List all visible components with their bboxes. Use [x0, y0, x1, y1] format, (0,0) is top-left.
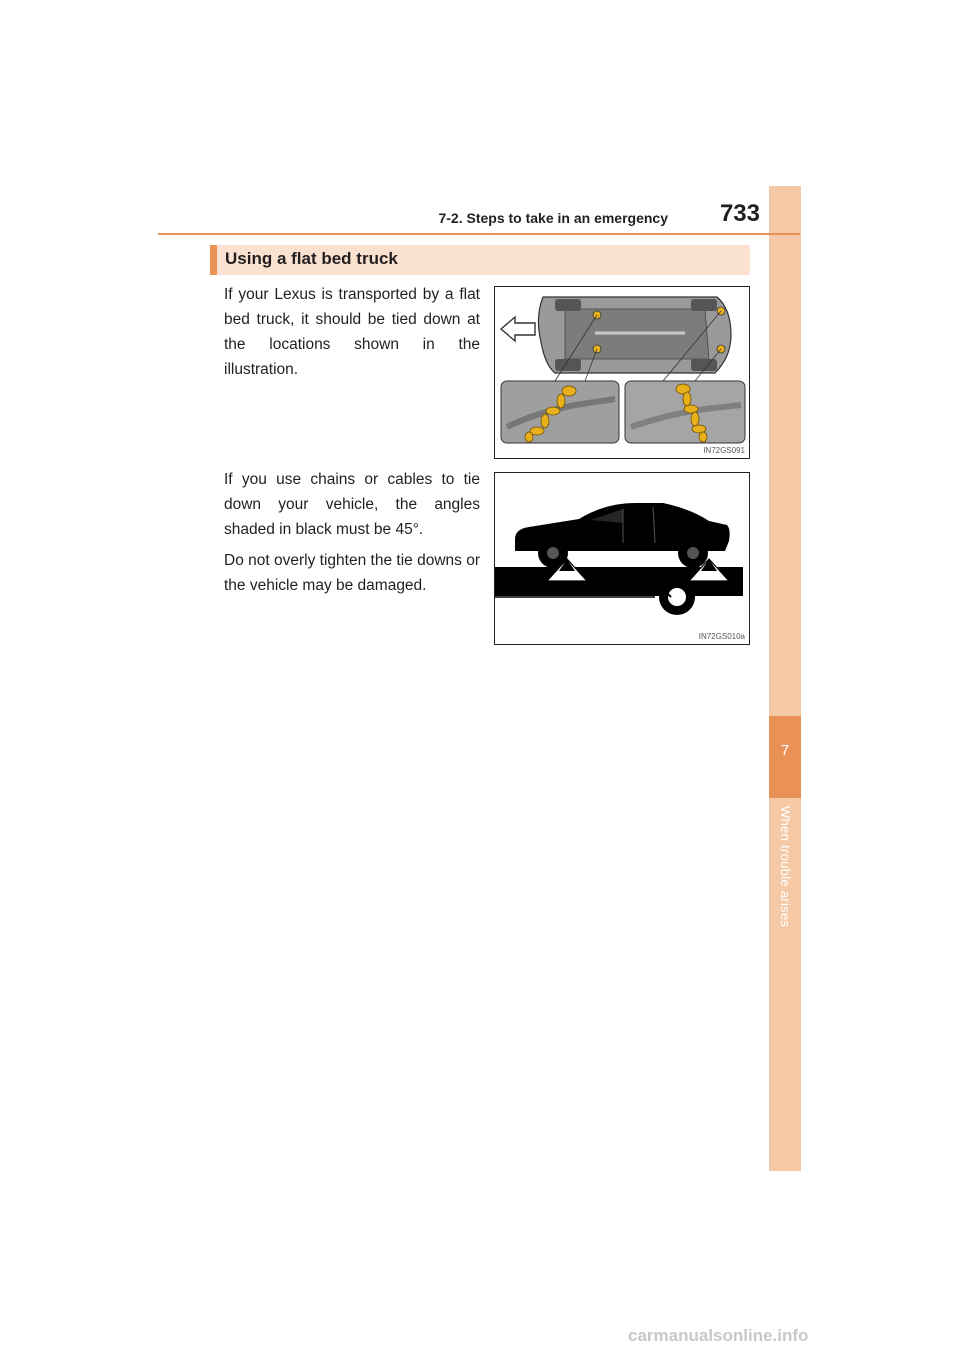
section-title: Using a flat bed truck: [225, 249, 398, 268]
paragraph-tighten-warning: Do not overly tighten the tie downs or the vehicle may be damaged.: [224, 552, 480, 594]
page-number: 733: [719, 200, 760, 227]
figure-code: IN72GS091: [703, 446, 745, 455]
paragraph-tie-down-locations: If your Lexus is transported by a flat bed truck, it should be tied down at the locations shown in the illustration.: [224, 286, 480, 378]
chapter-number: 7: [780, 742, 790, 759]
figure-code: IN72GS010a: [698, 632, 745, 641]
chapter-side-tab: [769, 186, 801, 1171]
paragraph-chain-angles: If you use chains or cables to tie down your vehicle, the angles shaded in black must be 45°.: [224, 471, 480, 538]
section-heading-accent: [210, 245, 217, 275]
chapter-title: When trouble arises: [778, 806, 793, 928]
watermark: carmanualsonline.info: [628, 1326, 809, 1345]
underbody-illustration: [495, 287, 750, 459]
header-rule: [158, 233, 800, 235]
running-header-section: 7-2. Steps to take in an emergency: [438, 210, 668, 226]
figure-flatbed-side-view: [494, 472, 750, 645]
flatbed-illustration: [495, 473, 750, 645]
figure-tie-down-points: [494, 286, 750, 459]
